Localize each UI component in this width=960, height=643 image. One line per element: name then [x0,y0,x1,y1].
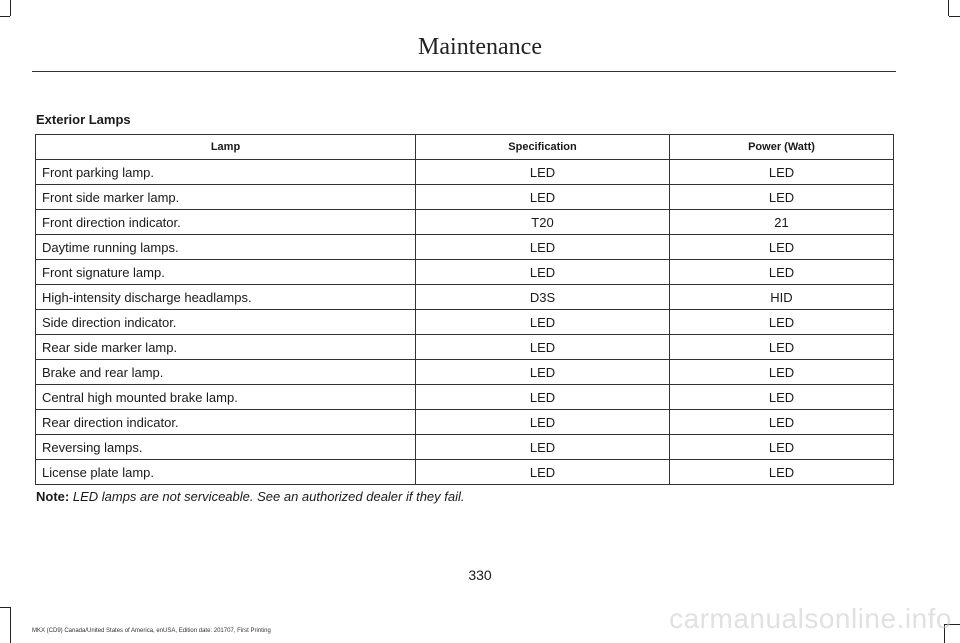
table-row [36,385,894,410]
cell-power: LED [670,260,894,285]
cell-power: LED [670,435,894,460]
page-header-title: Maintenance [418,34,542,60]
cell-power: HID [670,285,894,310]
cell-lamp: License plate lamp. [36,460,416,485]
table-row [36,260,894,285]
table-row [36,360,894,385]
cell-specification: LED [416,160,670,185]
table-row [36,235,894,260]
watermark: carmanualsonline.info [669,603,952,634]
page-number: 330 [468,567,492,583]
section-title: Exterior Lamps [36,112,131,127]
table-row [36,285,894,310]
cell-power: LED [670,160,894,185]
cell-lamp: Front parking lamp. [36,160,416,185]
crop-mark-top-left-horizontal [0,16,10,17]
cell-lamp: Reversing lamps. [36,435,416,460]
cell-power: LED [670,185,894,210]
cell-lamp: Front side marker lamp. [36,185,416,210]
cell-power: LED [670,360,894,385]
cell-power: LED [670,335,894,360]
cell-specification: LED [416,360,670,385]
cell-specification: LED [416,460,670,485]
cell-specification: D3S [416,285,670,310]
cell-power: 21 [670,210,894,235]
cell-specification: LED [416,235,670,260]
cell-lamp: Central high mounted brake lamp. [36,385,416,410]
table-row [36,210,894,235]
cell-power: LED [670,410,894,435]
note [36,489,465,504]
cell-lamp: Front signature lamp. [36,260,416,285]
cell-specification: LED [416,410,670,435]
cell-power: LED [670,460,894,485]
cell-specification: LED [416,385,670,410]
cell-specification: LED [416,310,670,335]
cell-power: LED [670,310,894,335]
column-header-power: Power (Watt) [670,135,894,160]
footer-edition-info: MKX (CD9) Canada/United States of America, enUSA, Edition date: 201707, First Printing [32,628,271,634]
table-row [36,335,894,360]
cell-lamp: Front direction indicator. [36,210,416,235]
cell-lamp: Rear side marker lamp. [36,335,416,360]
cell-lamp: Daytime running lamps. [36,235,416,260]
exterior-lamps-table [35,134,894,485]
column-header-lamp: Lamp [36,135,416,160]
table-row [36,160,894,185]
table-row [36,460,894,485]
crop-mark-bottom-left-horizontal [0,607,10,608]
cell-specification: LED [416,335,670,360]
cell-lamp: Rear direction indicator. [36,410,416,435]
crop-mark-top-left-vertical [10,0,11,16]
cell-power: LED [670,235,894,260]
cell-specification: LED [416,185,670,210]
cell-specification: T20 [416,210,670,235]
crop-mark-bottom-left-vertical [10,607,11,643]
note-text: LED lamps are not serviceable. See an authorized dealer if they fail. [72,489,465,504]
table-row [36,185,894,210]
table-header-row [36,135,894,160]
table-row [36,310,894,335]
crop-mark-top-right-horizontal [949,16,960,17]
cell-specification: LED [416,435,670,460]
note-label: Note: [36,489,70,504]
cell-lamp: Side direction indicator. [36,310,416,335]
cell-lamp: Brake and rear lamp. [36,360,416,385]
table-row [36,410,894,435]
cell-specification: LED [416,260,670,285]
table-row [36,435,894,460]
cell-lamp: High-intensity discharge headlamps. [36,285,416,310]
cell-power: LED [670,385,894,410]
crop-mark-top-right-vertical [948,0,949,16]
header-divider [32,71,896,72]
column-header-specification: Specification [416,135,670,160]
